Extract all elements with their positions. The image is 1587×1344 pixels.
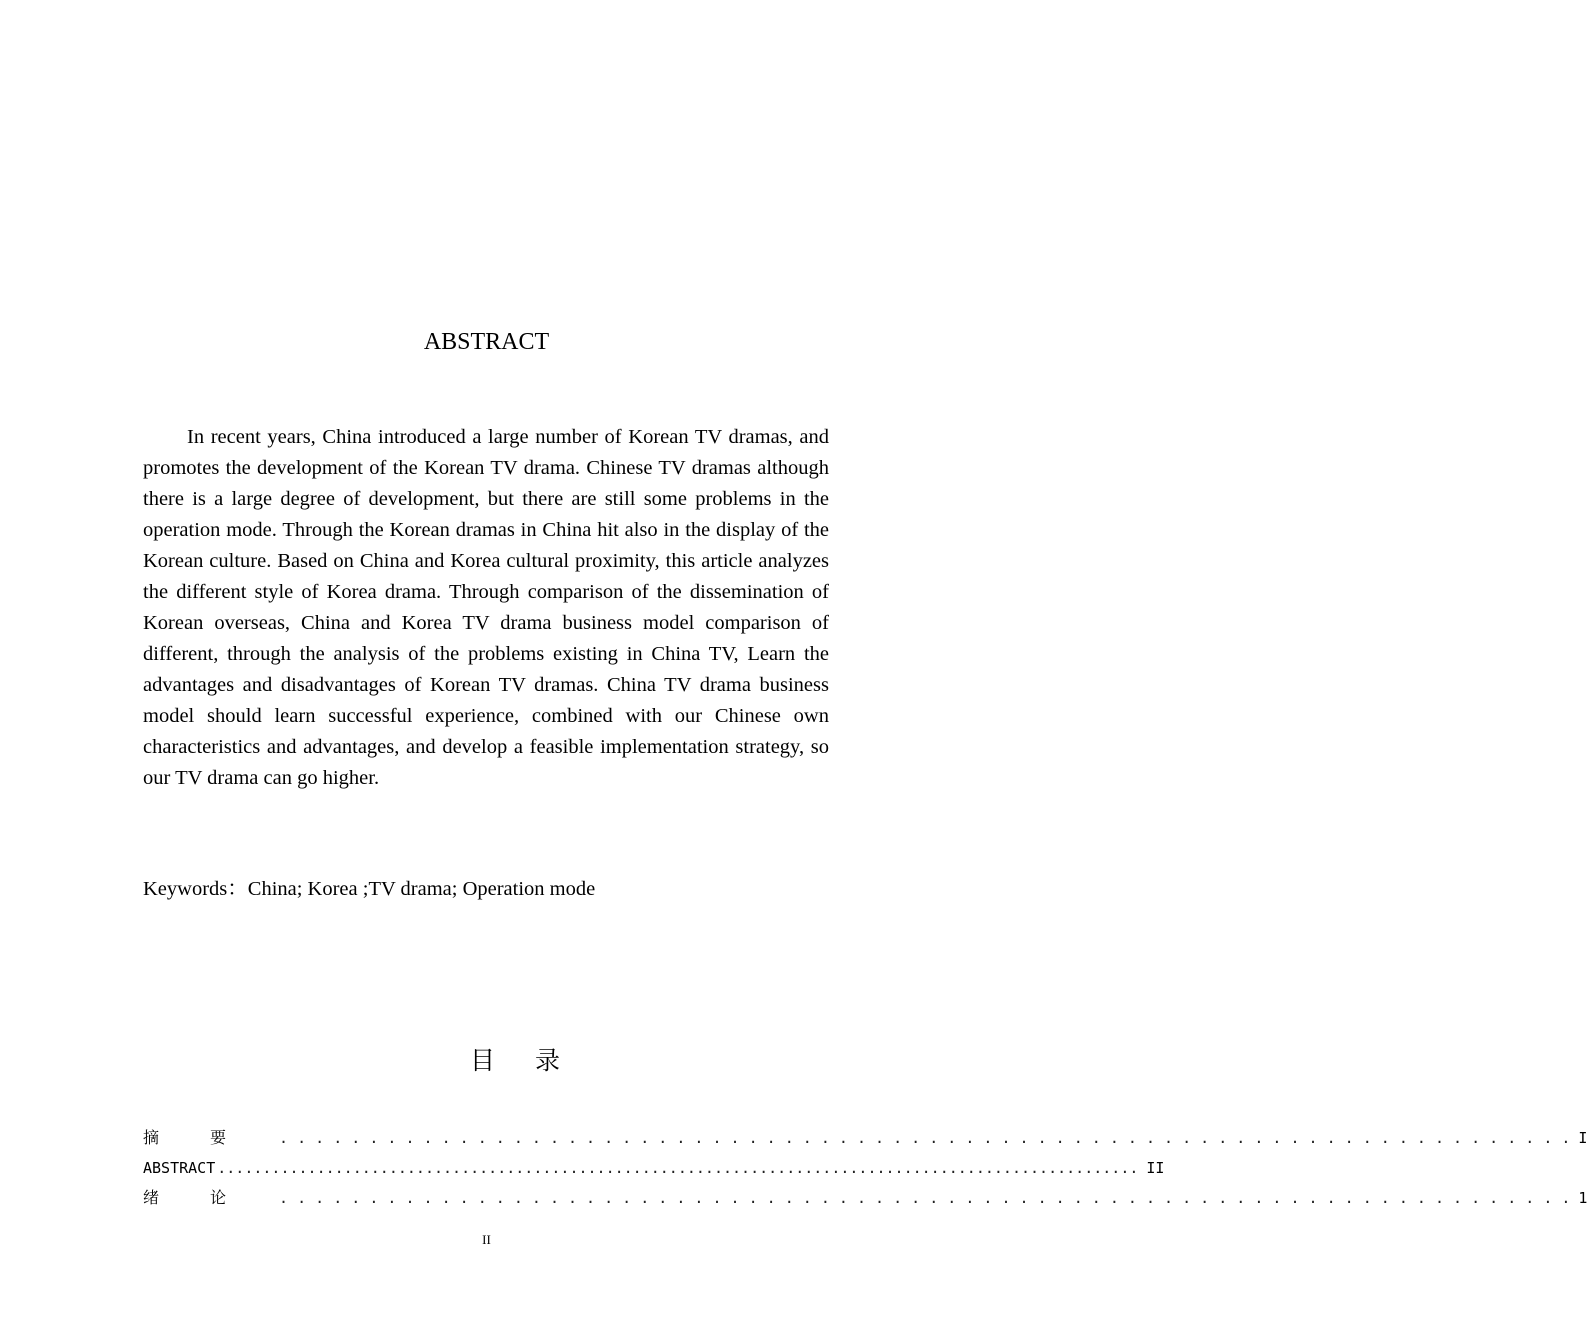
keywords-line xyxy=(143,874,595,904)
toc-dot-leader: . . . . . . . . . . . . . . . . . . . . . . . . . . . . . . . . . . . . . . . . . . . . . . . . . . . . . . . . . . . . . . . . . . . . . . . . xyxy=(279,1129,1571,1147)
abstract-title: ABSTRACT xyxy=(423,329,550,355)
toc-entry[interactable] xyxy=(143,1154,1165,1184)
toc-dot-leader: . . . . . . . . . . . . . . . . . . . . . . . . . . . . . . . . . . . . . . . . . . . . . . . . . . . . . . . . . . . . . . . . . . . . . . . . xyxy=(279,1189,1571,1207)
toc-entry-page: II xyxy=(1146,1159,1165,1177)
keywords-value: China; Korea ;TV drama; Operation mode xyxy=(247,878,596,900)
toc-entry-page: I xyxy=(1578,1129,1587,1147)
keywords-label: Keywords： xyxy=(143,878,248,900)
toc-entry-page: 1 xyxy=(1578,1189,1587,1207)
table-of-contents xyxy=(143,1124,1587,1214)
toc-entry-label: 摘要 xyxy=(143,1128,278,1147)
abstract-body: In recent years, China introduced a large number of Korean TV dramas, and promotes the development of the Korean TV drama. Chinese TV dramas although there is a large degree of development, but there are still some problems in the operation mode. Through the Korean dramas in China hit also in the display of the Korean culture. Based on China and Korea cultural proximity, this article analyzes the different style of Korea drama. Through comparison of the dissemination of Korean overseas, China and Korea TV drama business model comparison of different, through the analysis of the problems existing in China TV, Learn the advantages and disadvantages of Korean TV dramas. China TV drama business model should learn successful experience, combined with our Chinese own characteristics and advantages, and develop a feasible implementation strategy, so our TV drama can go higher. xyxy=(143,426,829,789)
toc-entry[interactable] xyxy=(143,1184,1587,1214)
toc-entry-label: ABSTRACT xyxy=(143,1159,216,1177)
toc-title: 目录 xyxy=(470,1046,601,1075)
page-number: II xyxy=(482,1232,491,1247)
toc-entry[interactable] xyxy=(143,1124,1587,1154)
toc-entry-label: 绪论 xyxy=(143,1188,278,1207)
toc-dot-leader: ...................................................................................................... xyxy=(217,1159,1139,1177)
